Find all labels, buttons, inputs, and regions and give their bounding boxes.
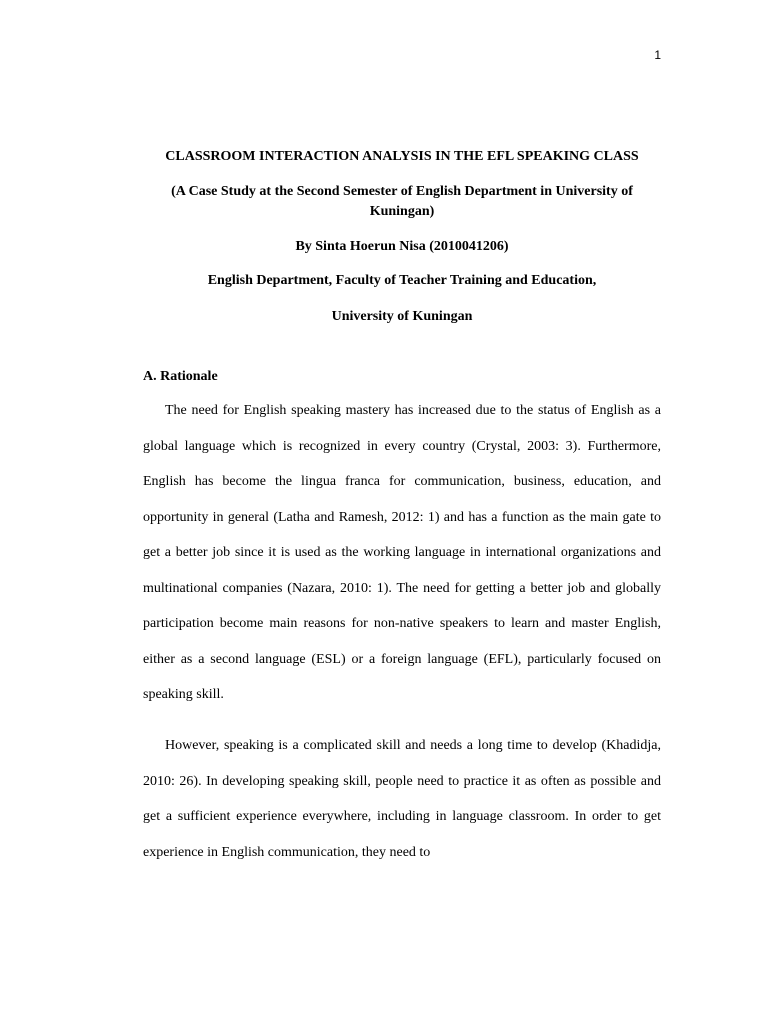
affiliation-line-1: English Department, Faculty of Teacher Training and Education, [207,273,597,288]
paper-subtitle: (A Case Study at the Second Semester of English Department in University of Kuningan) [171,184,633,219]
body-paragraph: The need for English speaking mastery has increased due to the status of English as a global language which is recognized in every country (Crystal, 2003: 3). Furthermore, English has become the lingua franca for communication, business, education, and opportunity in general (Latha and Ramesh, 2012: 1) and has a function as the main gate to get a better job since it is used as the working language in international organizations and multinational companies (Nazara, 2010: 1). The need for getting a better job and globally participation become main reasons for non-native speakers to learn and master English, either as a second language (ESL) or a foreign language (EFL), particularly focused on speaking skill. [143,403,661,702]
paper-title: CLASSROOM INTERACTION ANALYSIS IN THE EFL SPEAKING CLASS [165,149,639,164]
title-block [143,148,661,326]
section-heading: A. Rationale [143,369,218,384]
body-paragraph: However, speaking is a complicated skill and needs a long time to develop (Khadidja, 2010: 26). In developing speaking skill, people need to practice it as often as possible and get a sufficient experience everywhere, including in language classroom. In order to get experience in English communication, they need to [143,738,661,860]
affiliation-line-2: University of Kuningan [331,309,473,324]
page-number: 1 [654,48,661,62]
author-line: By Sinta Hoerun Nisa (2010041206) [295,239,509,254]
